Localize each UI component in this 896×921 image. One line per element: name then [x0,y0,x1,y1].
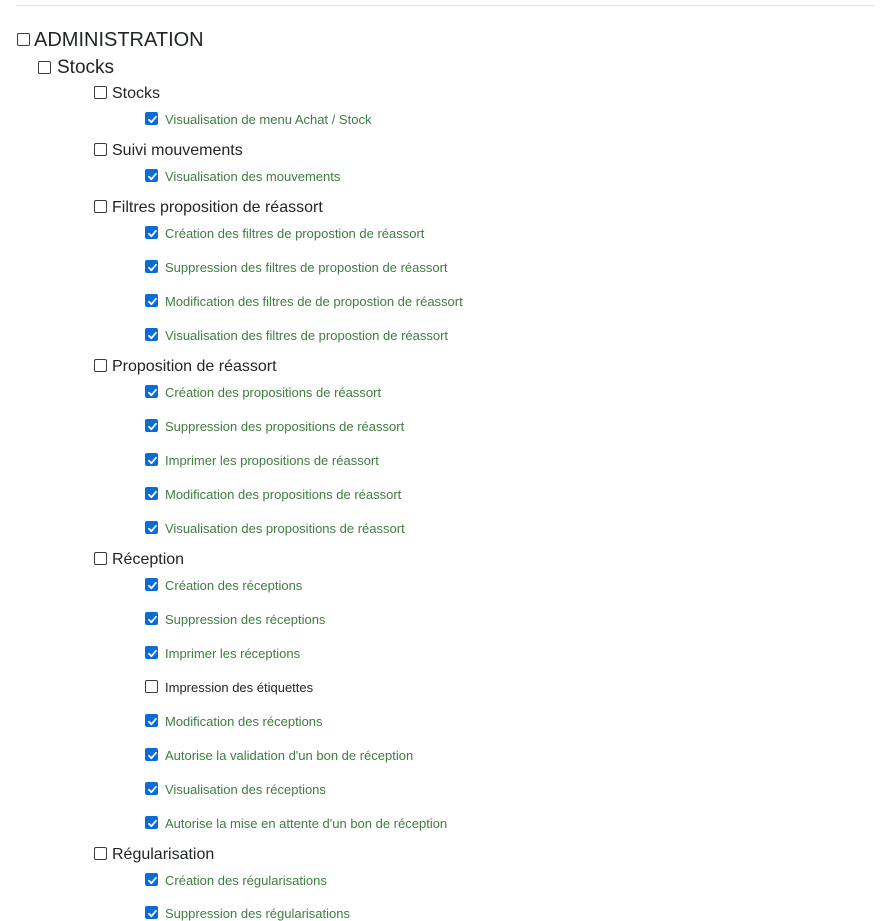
group-label: Proposition de réassort [112,358,277,375]
checkmark-icon [147,523,158,534]
permission-checkbox[interactable] [145,487,158,500]
permission-label: Suppression des réceptions [165,612,326,627]
permission-checkbox[interactable] [145,419,158,432]
permission-checkbox[interactable] [145,748,158,761]
group-checkbox[interactable] [94,359,107,372]
checkmark-icon [147,228,158,239]
group-label: Filtres proposition de réassort [112,199,323,216]
permission-label: Suppression des filtres de propostion de réassort [165,260,448,275]
permission-checkbox[interactable] [145,680,158,693]
permission-checkbox[interactable] [145,453,158,466]
permission-label: Visualisation des réceptions [165,782,326,797]
group-checkbox[interactable] [94,552,107,565]
group-label: Stocks [112,85,161,102]
permission-checkbox[interactable] [145,612,158,625]
permission-checkbox[interactable] [145,646,158,659]
permission-checkbox[interactable] [145,226,158,239]
permission-label: Suppression des régularisations [165,906,350,921]
checkmark-icon [147,908,158,919]
checkmark-icon [147,648,158,659]
permission-checkbox[interactable] [145,328,158,341]
permission-label: Création des filtres de propostion de réassort [165,226,425,241]
top-divider [16,5,874,6]
permission-label: Autorise la validation d'un bon de réception [165,748,414,763]
section-label: Stocks [57,57,115,78]
group-label: Suivi mouvements [112,142,243,159]
permission-checkbox[interactable] [145,385,158,398]
permission-checkbox[interactable] [145,578,158,591]
permission-label: Suppression des propositions de réassort [165,419,405,434]
permission-checkbox[interactable] [145,782,158,795]
permission-checkbox[interactable] [145,816,158,829]
permission-label: Modification des filtres de de propostion de réassort [165,294,463,309]
group-checkbox[interactable] [94,200,107,213]
permission-checkbox[interactable] [145,112,158,125]
permission-checkbox[interactable] [145,873,158,886]
group-label: Réception [112,551,185,568]
permission-checkbox[interactable] [145,906,158,919]
root-label: ADMINISTRATION [34,29,204,51]
checkmark-icon [147,171,158,182]
permission-label: Visualisation des filtres de propostion de réassort [165,328,449,343]
group-checkbox[interactable] [94,86,107,99]
permission-checkbox[interactable] [145,714,158,727]
checkmark-icon [147,614,158,625]
permission-label: Visualisation de menu Achat / Stock [165,112,372,127]
checkmark-icon [147,455,158,466]
checkmark-icon [147,114,158,125]
permission-checkbox[interactable] [145,294,158,307]
group-checkbox[interactable] [94,143,107,156]
permission-label: Visualisation des propositions de réassort [165,521,405,536]
permission-checkbox[interactable] [145,521,158,534]
checkmark-icon [147,421,158,432]
permission-label: Autorise la mise en attente d'un bon de réception [165,816,448,831]
checkmark-icon [147,784,158,795]
section-checkbox[interactable] [38,61,51,74]
permission-label: Création des régularisations [165,873,327,888]
checkmark-icon [147,387,158,398]
checkmark-icon [147,875,158,886]
permission-label: Création des propositions de réassort [165,385,382,400]
permission-checkbox[interactable] [145,260,158,273]
checkmark-icon [147,489,158,500]
permission-label: Impression des étiquettes [165,680,314,695]
root-checkbox[interactable] [17,33,30,46]
permission-label: Imprimer les réceptions [165,646,301,661]
checkmark-icon [147,716,158,727]
permission-label: Création des réceptions [165,578,303,593]
checkmark-icon [147,750,158,761]
checkmark-icon [147,296,158,307]
checkmark-icon [147,818,158,829]
permission-label: Visualisation des mouvements [165,169,341,184]
checkmark-icon [147,262,158,273]
checkmark-icon [147,580,158,591]
permission-label: Imprimer les propositions de réassort [165,453,379,468]
permission-label: Modification des réceptions [165,714,323,729]
permission-label: Modification des propositions de réassort [165,487,402,502]
group-label: Régularisation [112,846,215,863]
permission-checkbox[interactable] [145,169,158,182]
checkmark-icon [147,330,158,341]
group-checkbox[interactable] [94,847,107,860]
